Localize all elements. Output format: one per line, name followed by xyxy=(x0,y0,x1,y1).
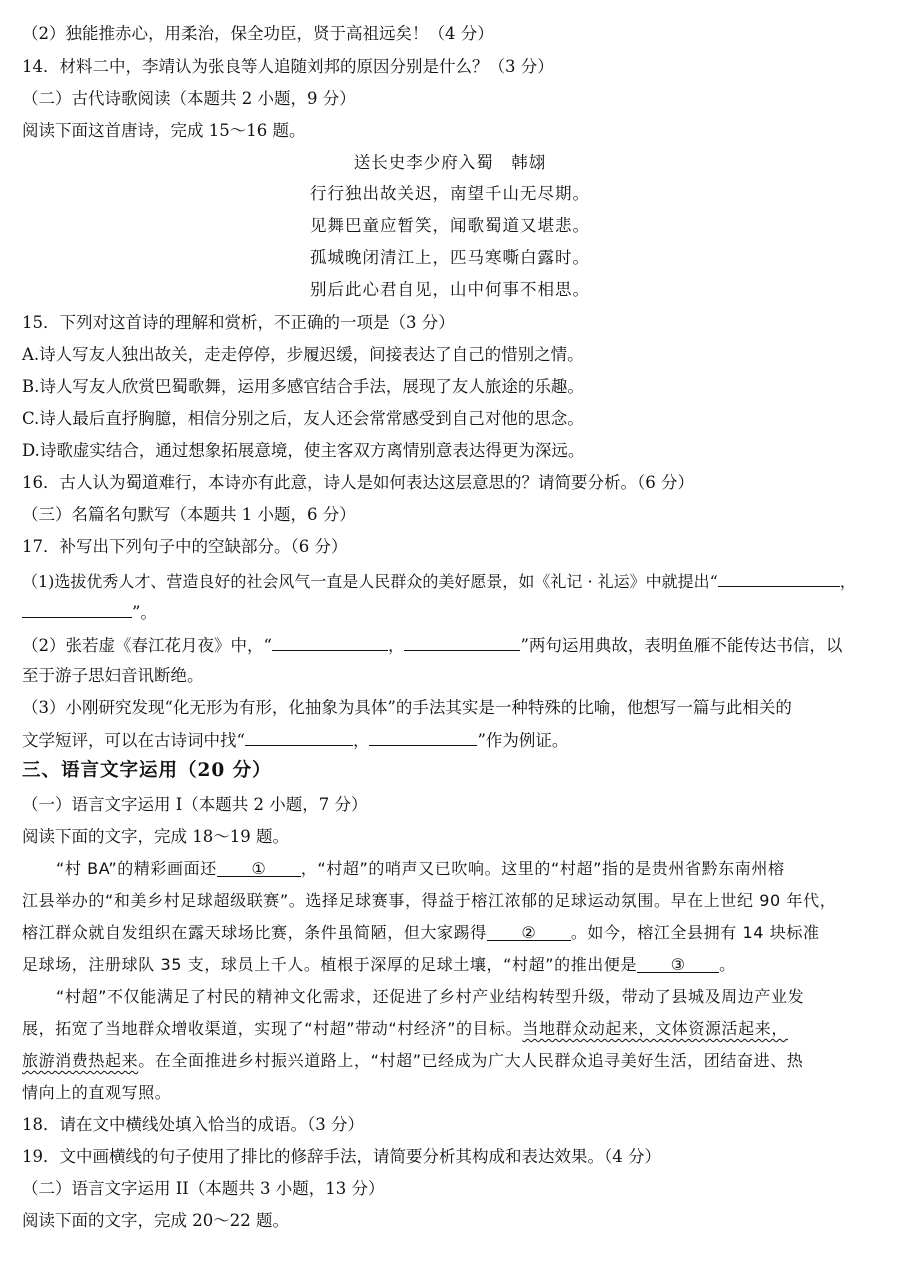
q15-stem: 15．下列对这首诗的理解和赏析，不正确的一项是（3 分） xyxy=(22,313,455,332)
q17-item-2-line-2: 至于游子思妇音讯断绝。 xyxy=(22,666,204,685)
answer-blank-3[interactable] xyxy=(272,634,388,651)
q17-item-1-line-1 xyxy=(22,570,878,592)
q15-option-a: A.诗人写友人独出故关，走走停停，步履迟缓，间接表达了自己的惜别之情。 xyxy=(22,345,584,364)
answer-blank-1[interactable] xyxy=(718,570,840,587)
passage-text: 展，拓宽了当地群众增收渠道，实现了“村超”带动“村经济”的目标。 xyxy=(22,1019,523,1038)
q15-option-c: C.诗人最后直抒胸臆，相信分别之后，友人还会常常感受到自己对他的思念。 xyxy=(22,409,584,428)
passage-line-8: 情向上的直观写照。 xyxy=(22,1083,172,1102)
q17-item-3-tail: ”作为例证。 xyxy=(477,731,569,750)
section-dictation-heading: （三）名篇名句默写（本题共 1 小题，6 分） xyxy=(22,505,356,524)
passage-text: 。在全面推进乡村振兴道路上，“村超”已经成为广大人民群众追寻美好生活，团结奋进、热 xyxy=(138,1051,804,1070)
passage-2-instruction: 阅读下面的文字，完成 20～22 题。 xyxy=(22,1211,289,1230)
poem-instruction: 阅读下面这首唐诗，完成 15～16 题。 xyxy=(22,121,306,140)
poem-line-4: 别后此心君自见，山中何事不相思。 xyxy=(310,280,590,299)
q17-item-1-end: ”。 xyxy=(132,603,157,622)
q17-item-3-line-1: （3）小刚研究发现“化无形为有形，化抽象为具体”的手法其实是一种特殊的比喻，他想写一篇与此相关的 xyxy=(22,698,792,717)
answer-blank-6[interactable] xyxy=(369,729,477,746)
passage-text: 。 xyxy=(719,955,736,974)
q17-item-1-text: （1)选拔优秀人才、营造良好的社会风气一直是人民群众的美好愿景，如《礼记 · 礼运》中就提出“ xyxy=(22,572,718,591)
q17-item-3-comma: ， xyxy=(352,731,370,750)
subsection-two-heading: （二）语言文字运用 II（本题共 3 小题，13 分） xyxy=(22,1179,385,1198)
q17-item-1-comma: ， xyxy=(839,572,856,591)
answer-blank-4[interactable] xyxy=(404,634,520,651)
underlined-parallel-sentence-end: 旅游消费热起来 xyxy=(22,1051,139,1070)
passage-text: ，“村超”的哨声又已吹响。这里的“村超”指的是贵州省黔东南州榕 xyxy=(300,859,785,878)
passage-text: 榕江群众就自发组织在露天球场比赛，条件虽简陋，但大家踢得 xyxy=(22,923,487,942)
passage-text: “村 BA”的精彩画面还 xyxy=(56,859,217,878)
passage-instruction: 阅读下面的文字，完成 18～19 题。 xyxy=(22,827,289,846)
poem-title: 送长史李少府入蜀 韩翃 xyxy=(353,153,547,172)
passage-line-5: “村超”不仅能满足了村民的精神文化需求，还促进了乡村产业结构转型升级，带动了县城及周边产业发 xyxy=(56,987,805,1006)
passage-line-4 xyxy=(22,955,878,975)
q17-stem: 17．补写出下列句子中的空缺部分。（6 分） xyxy=(22,537,348,556)
q17-item-1-line-2 xyxy=(22,601,878,623)
q15-option-d: D.诗歌虚实结合，通过想象拓展意境，使主客双方离情别意表达得更为深远。 xyxy=(22,441,585,460)
passage-line-1 xyxy=(22,859,900,879)
subsection-one-heading: （一）语言文字运用 I（本题共 2 小题，7 分） xyxy=(22,795,368,814)
passage-line-2: 江县举办的“和美乡村足球超级联赛”。选择足球赛事，得益于榕江浓郁的足球运动氛围。早在上世纪 90 年代， xyxy=(22,891,837,910)
q19-stem: 19．文中画横线的句子使用了排比的修辞手法，请简要分析其构成和表达效果。（4 分） xyxy=(22,1147,661,1166)
q17-item-2-text: （2）张若虚《春江花月夜》中，“ xyxy=(22,636,272,655)
poem-line-1: 行行独出故关迟，南望千山无尽期。 xyxy=(310,184,590,203)
blank-2-marker[interactable]: ② xyxy=(487,924,571,941)
q17-item-2-tail: ”两句运用典故，表明鱼雁不能传达书信，以 xyxy=(520,636,843,655)
passage-text: 。如今，榕江全县拥有 14 块标准 xyxy=(570,923,820,942)
part-three-heading: 三、语言文字运用（20 分） xyxy=(22,760,272,781)
q16-stem: 16．古人认为蜀道难行，本诗亦有此意，诗人是如何表达这层意思的？请简要分析。（6 分） xyxy=(22,473,694,492)
passage-line-6 xyxy=(22,1019,878,1039)
q17-item-2-line-1 xyxy=(22,634,878,656)
section-ancient-poetry-heading: （二）古代诗歌阅读（本题共 2 小题，9 分） xyxy=(22,89,356,108)
q13-part2-line: （2）独能推赤心，用柔治，保全功臣，贤于高祖远矣！（4 分） xyxy=(22,24,494,43)
q17-item-2-comma: ， xyxy=(387,636,405,655)
poem-line-2: 见舞巴童应暂笑，闻歌蜀道又堪悲。 xyxy=(310,216,590,235)
answer-blank-5[interactable] xyxy=(245,729,353,746)
passage-line-3 xyxy=(22,923,878,943)
blank-3-marker[interactable]: ③ xyxy=(637,956,719,973)
underlined-parallel-sentence: 当地群众动起来，文体资源活起来， xyxy=(522,1019,788,1038)
q17-item-3-line-2 xyxy=(22,729,878,751)
q17-item-3-text: 文学短评，可以在古诗词中找“ xyxy=(22,731,245,750)
answer-blank-2[interactable] xyxy=(22,601,132,618)
q14-stem: 14．材料二中，李靖认为张良等人追随刘邦的原因分别是什么？（3 分） xyxy=(22,57,554,76)
q15-option-b: B.诗人写友人欣赏巴蜀歌舞，运用多感官结合手法，展现了友人旅途的乐趣。 xyxy=(22,377,584,396)
passage-line-7 xyxy=(22,1051,878,1071)
passage-text: 足球场，注册球队 35 支，球员上千人。植根于深厚的足球土壤，“村超”的推出便是 xyxy=(22,955,638,974)
q18-stem: 18．请在文中横线处填入恰当的成语。（3 分） xyxy=(22,1115,364,1134)
poem-line-3: 孤城晚闭清江上，匹马寒嘶白露时。 xyxy=(310,248,590,267)
blank-1-marker[interactable]: ① xyxy=(217,860,301,877)
